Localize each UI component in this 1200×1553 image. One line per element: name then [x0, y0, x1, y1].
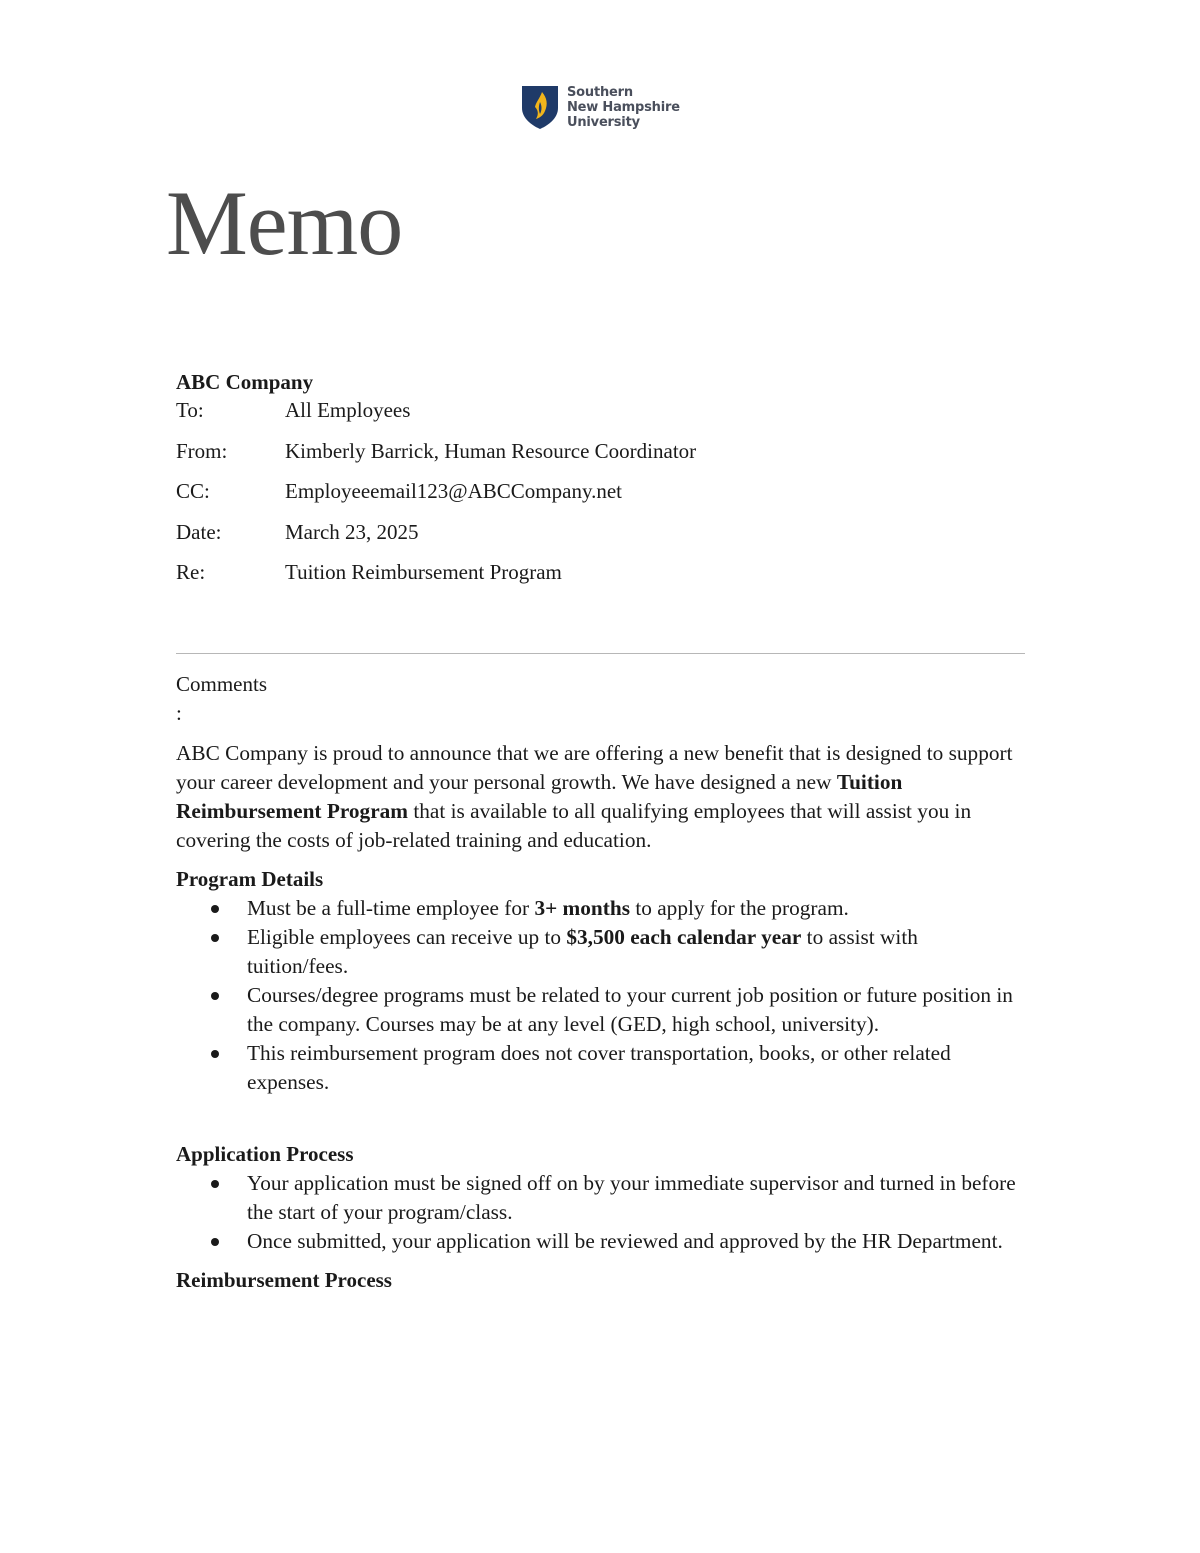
comments-colon: : [176, 701, 182, 725]
bullet-text: to apply for the program. [630, 896, 849, 920]
bullet-icon [211, 1238, 219, 1246]
program-details-list [176, 894, 1026, 1097]
date-row [176, 519, 976, 560]
intro-text: that is available to all qualifying employees that will assist you in covering the costs of job-related training and education. [176, 799, 972, 852]
logo-wordmark [567, 85, 680, 130]
company-name: ABC Company [176, 370, 314, 394]
bullet-text: to assist with tuition/fees. [247, 925, 918, 978]
bullet-icon [211, 1180, 219, 1188]
list-item [176, 1039, 1017, 1097]
shield-flame-icon [521, 84, 559, 130]
to-value: All Employees [285, 398, 411, 422]
cc-row [176, 478, 976, 519]
from-row [176, 438, 976, 479]
logo-line: University [567, 114, 640, 130]
cc-value: Employeeemail123@ABCCompany.net [285, 479, 623, 503]
logo-line: Southern [567, 84, 633, 100]
header-divider [176, 653, 1025, 654]
memo-header-fields [176, 397, 976, 600]
reimbursement-process-heading: Reimbursement Process [176, 1268, 392, 1292]
bullet-bold-text: $3,500 each calendar year [566, 925, 802, 949]
bullet-text: Must be a full-time employee for [247, 896, 535, 920]
list-item [176, 1169, 1017, 1227]
bullet-text: Courses/degree programs must be related to your current job position or future position in the company. Courses may be at any level (GED, high school, university). [247, 983, 1013, 1036]
bullet-icon [211, 1050, 219, 1058]
bullet-text: This reimbursement program does not cover transportation, books, or other related expenses. [247, 1041, 951, 1094]
university-logo [521, 84, 680, 130]
memo-body [176, 739, 1026, 1295]
intro-paragraph [176, 739, 1026, 855]
from-value: Kimberly Barrick, Human Resource Coordinator [285, 438, 697, 463]
re-value: Tuition Reimbursement Program [285, 560, 562, 584]
application-process-heading: Application Process [176, 1142, 354, 1166]
to-row [176, 397, 976, 438]
bullet-text: Eligible employees can receive up to [247, 925, 567, 949]
bullet-icon [211, 905, 219, 913]
comments-label: Comments [176, 672, 268, 696]
section-spacer [176, 1097, 1026, 1140]
program-details-heading: Program Details [176, 867, 324, 891]
list-item [176, 981, 1017, 1039]
bullet-text: Once submitted, your application will be reviewed and approved by the HR Department. [247, 1229, 1003, 1253]
to-label: To: [176, 398, 204, 422]
bullet-bold-text: 3+ months [534, 896, 631, 920]
list-item [176, 923, 1017, 981]
bullet-text: Your application must be signed off on by your immediate supervisor and turned in before the start of your program/class. [247, 1171, 1016, 1224]
application-process-list [176, 1169, 1026, 1256]
intro-bold-text: Tuition Reimbursement Program [176, 770, 903, 823]
from-label: From: [176, 438, 228, 463]
bullet-icon [211, 992, 219, 1000]
list-item [176, 1227, 1017, 1256]
intro-text: ABC Company is proud to announce that we are offering a new benefit that is designed to support your career development and your personal growth. We have designed a new [176, 741, 1013, 794]
cc-label: CC: [176, 479, 210, 503]
list-item [176, 894, 1017, 923]
memo-title: Memo [166, 172, 403, 274]
re-row [176, 559, 976, 600]
date-label: Date: [176, 519, 222, 544]
logo-line: New Hampshire [567, 99, 680, 115]
bullet-icon [211, 934, 219, 942]
date-value: March 23, 2025 [285, 519, 419, 544]
re-label: Re: [176, 560, 206, 584]
